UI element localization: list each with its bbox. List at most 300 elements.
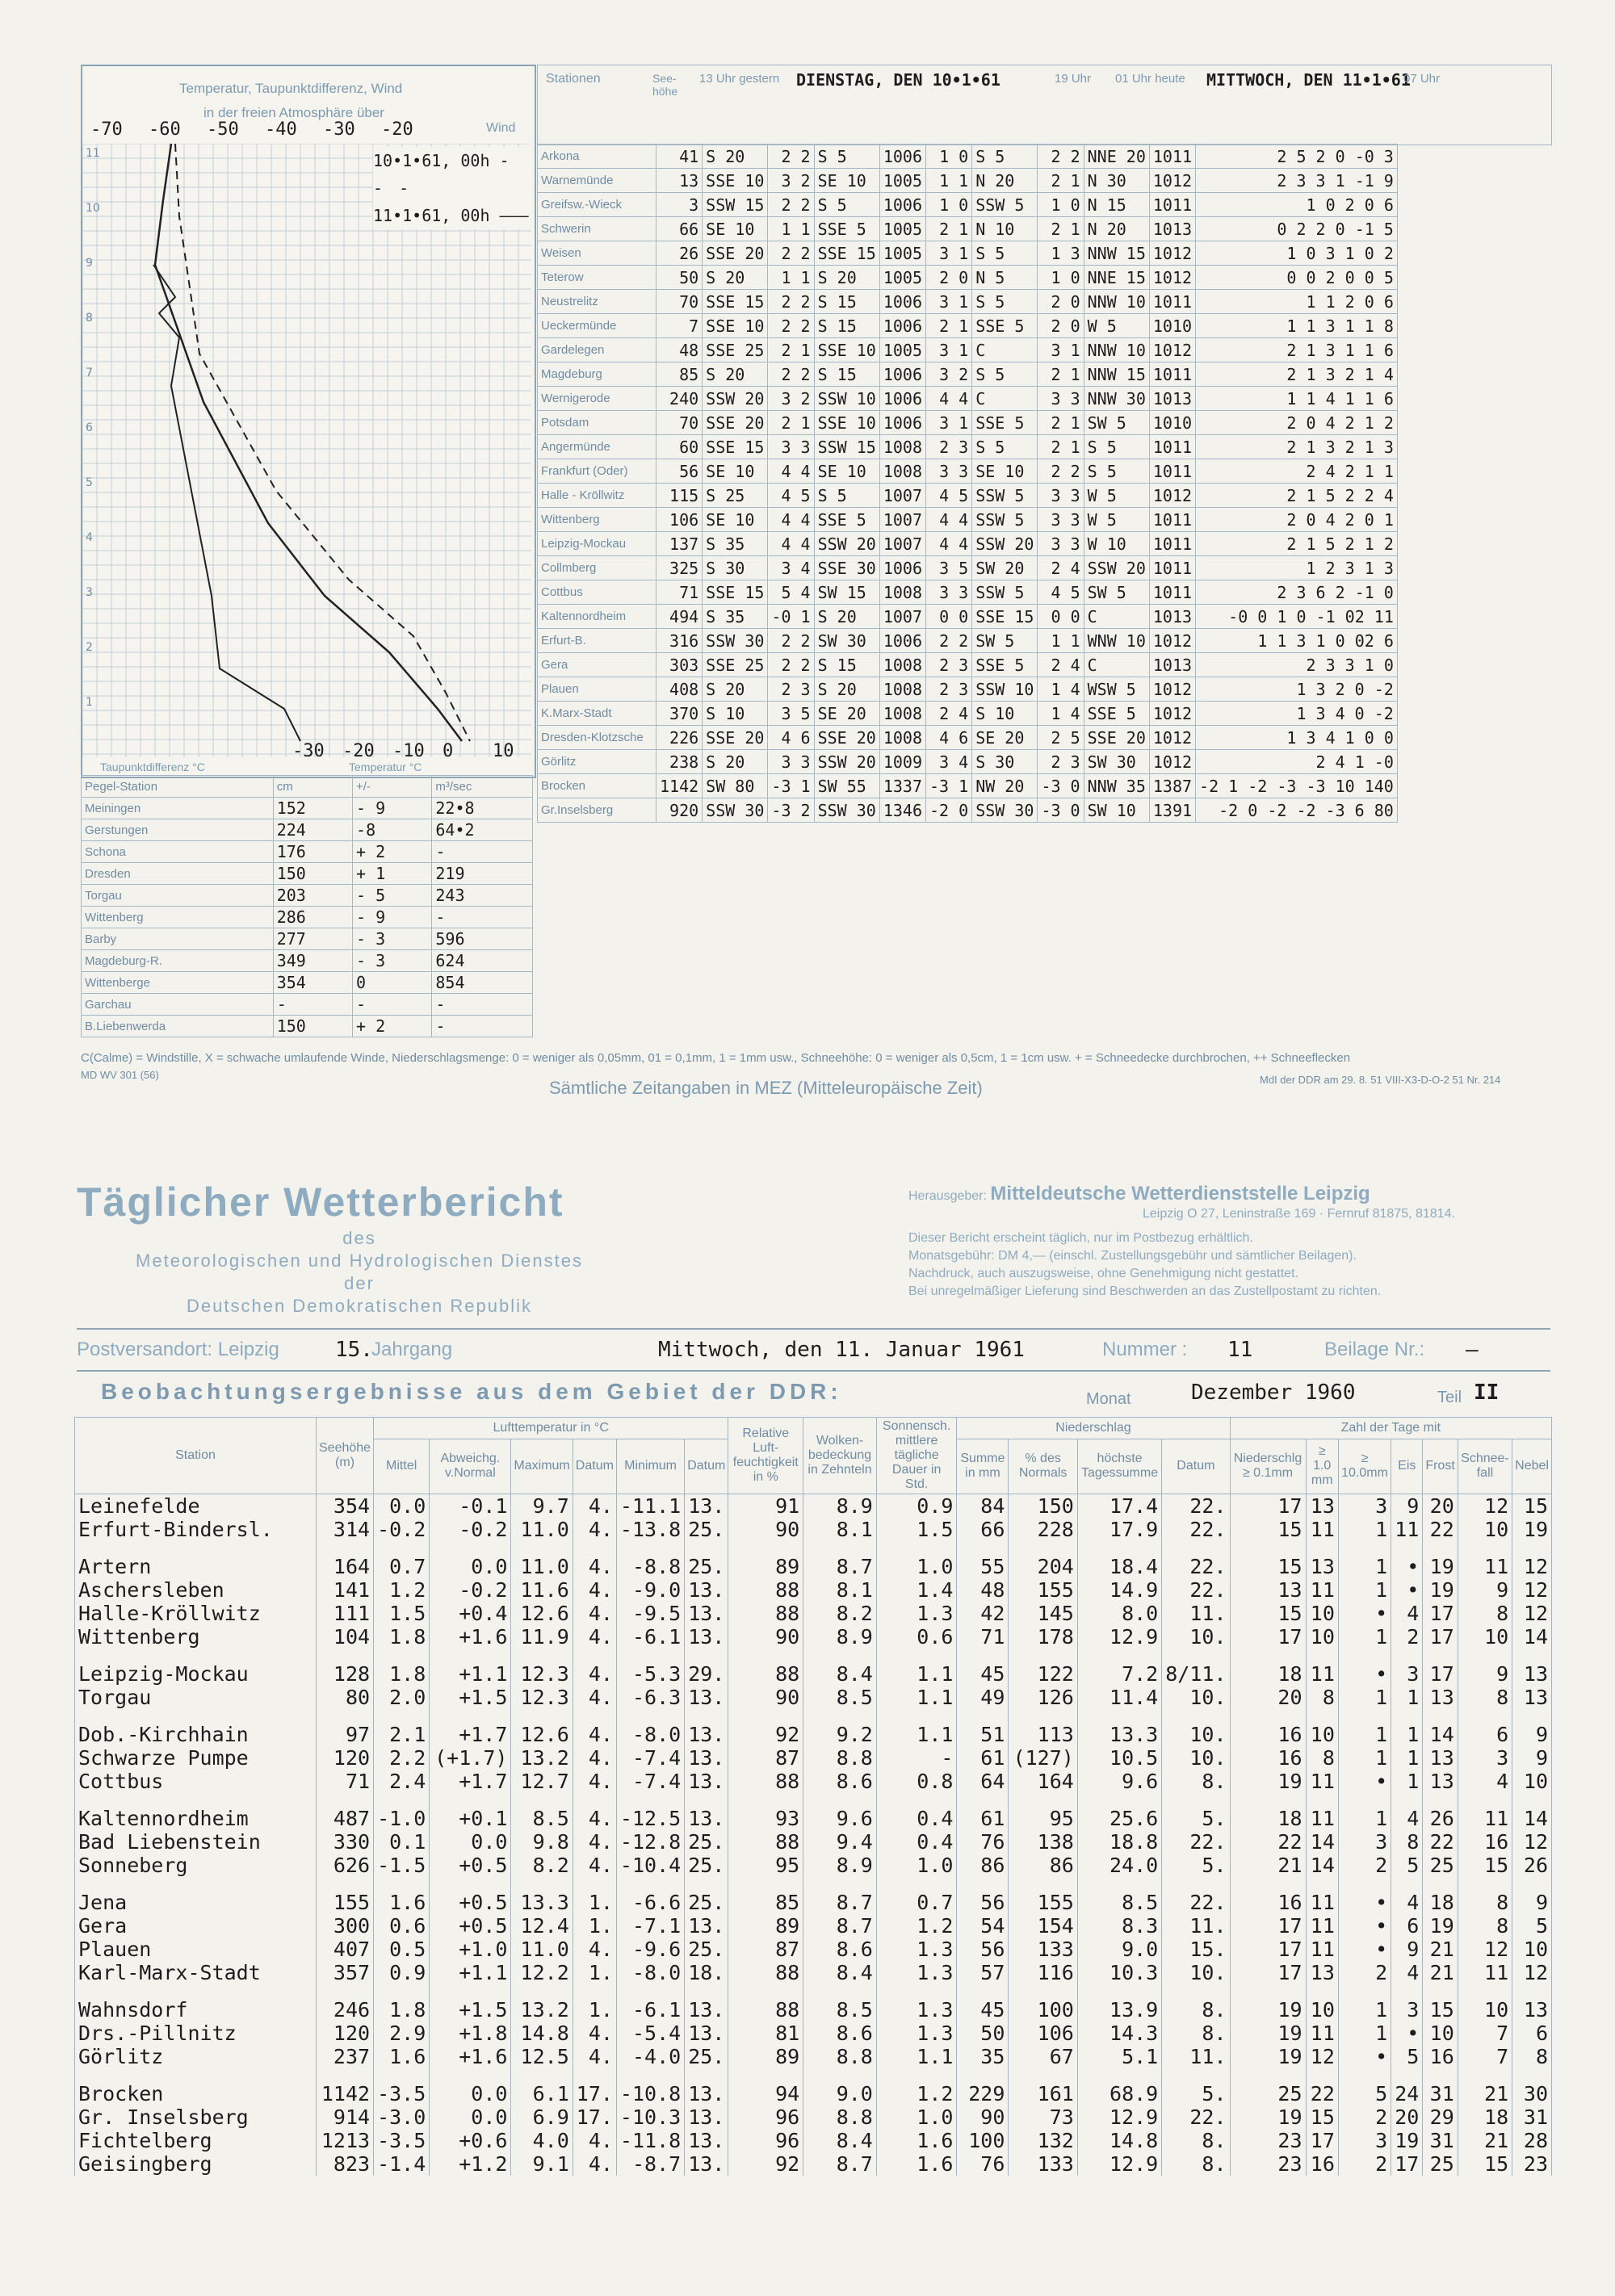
obs-cell-k: -2 1 -2 -3 -3 10 140 — [1196, 774, 1398, 798]
cell-pn: 122 — [1009, 1662, 1077, 1686]
cell-n: Wahnsdorf — [75, 1998, 317, 2022]
cell-ht: 8.5 — [1077, 1891, 1161, 1914]
obs-row — [538, 726, 1398, 750]
table-row — [75, 2045, 1552, 2068]
cell-su: 61 — [957, 1746, 1009, 1770]
cell-s: 1.5 — [876, 1518, 957, 1541]
obs-cell-p: 1007 — [879, 484, 925, 508]
cell-h: 104 — [317, 1625, 374, 1649]
teil-label: Teil — [1437, 1389, 1462, 1406]
profile-dashed — [175, 144, 470, 741]
x-tick-top: -70 — [90, 119, 123, 140]
cell-su: 66 — [957, 1518, 1009, 1541]
spacer-cell — [1338, 1877, 1391, 1891]
gauge-cell-d: 0 — [353, 972, 432, 994]
obs-cell-f: 2 1 — [1038, 411, 1084, 435]
obs-cell-h: 370 — [656, 702, 703, 726]
obs-cell-p: 1008 — [879, 702, 925, 726]
obs-row — [538, 266, 1398, 290]
obs-cell-k: 1 3 4 1 0 0 — [1196, 726, 1398, 750]
obs-cell-k: 1 1 4 1 1 6 — [1196, 387, 1398, 411]
cell-mn: -13.8 — [616, 1518, 684, 1541]
cell-rf: 88 — [728, 1830, 803, 1854]
cell-n: Wittenberg — [75, 1625, 317, 1649]
obs-cell-st: Plauen — [538, 677, 656, 702]
cell-ne: 8 — [1512, 2045, 1552, 2068]
obs-cell-st: Ueckermünde — [538, 314, 656, 338]
spacer-cell — [685, 1793, 728, 1807]
table-row — [75, 1914, 1552, 1938]
obs-cell-b: 5 4 — [768, 580, 814, 605]
cell-m: 0.9 — [374, 1961, 430, 1984]
spacer-cell — [1162, 1984, 1230, 1998]
obs-cell-g: N 15 — [1084, 193, 1149, 217]
obs-row — [538, 532, 1398, 556]
spacer-cell — [374, 1984, 430, 1998]
x-tick-bottom: -30 — [292, 741, 325, 761]
spacer-cell — [728, 1877, 803, 1891]
obs-cell-k: 1 2 3 1 3 — [1196, 556, 1398, 580]
table-row — [75, 1578, 1552, 1602]
x-tick-bottom: -10 — [392, 741, 425, 761]
gauge-cell-d: + 2 — [353, 1016, 432, 1037]
obs-cell-d: 2 1 — [926, 217, 972, 241]
cell-d3: 22. — [1162, 1830, 1230, 1854]
cell-a: +0.4 — [430, 1602, 511, 1625]
spacer-cell — [1077, 1541, 1161, 1555]
gauge-cell-q: 624 — [432, 950, 533, 972]
obs-cell-p2: 1012 — [1149, 750, 1195, 774]
obs-cell-g: C — [1084, 605, 1149, 629]
cell-d1: 4. — [573, 1746, 616, 1770]
cell-ne: 13 — [1512, 1998, 1552, 2022]
spacer-cell — [616, 1793, 684, 1807]
obs-cell-d: 4 4 — [926, 508, 972, 532]
cell-a: (+1.7) — [430, 1746, 511, 1770]
x-tick-top: -60 — [149, 119, 181, 140]
obs-cell-st: K.Marx-Stadt — [538, 702, 656, 726]
gauge-row — [82, 841, 533, 863]
spacer-cell — [1162, 1541, 1230, 1555]
cell-mx: 12.2 — [511, 1961, 573, 1984]
cell-z1: 23 — [1230, 2129, 1306, 2152]
cell-z2: 13 — [1306, 1961, 1338, 1984]
cell-ne: 30 — [1512, 2082, 1552, 2105]
y-tick: 8 — [86, 312, 93, 325]
obs-cell-a: SSE 15 — [703, 580, 768, 605]
obs-cell-st: Neustrelitz — [538, 290, 656, 314]
cell-z1: 19 — [1230, 2022, 1306, 2045]
spacer-cell — [1423, 1877, 1458, 1891]
spacer-cell — [75, 1649, 317, 1662]
cell-w: 8.8 — [803, 2045, 877, 2068]
cell-fr: 19 — [1423, 1555, 1458, 1578]
cell-m: 0.7 — [374, 1555, 430, 1578]
cell-mn: -8.0 — [616, 1723, 684, 1746]
cell-sf: 21 — [1458, 2129, 1512, 2152]
obs-cell-b: -3 2 — [768, 798, 814, 823]
cell-z1: 16 — [1230, 1723, 1306, 1746]
cell-mx: 6.1 — [511, 2082, 573, 2105]
obs-cell-st: Frankfurt (Oder) — [538, 459, 656, 484]
obs-cell-f: 2 4 — [1038, 653, 1084, 677]
obs-cell-p: 1007 — [879, 532, 925, 556]
cell-z3: • — [1338, 2045, 1391, 2068]
cell-d2: 13. — [685, 2129, 728, 2152]
obs-cell-st: Kaltennordheim — [538, 605, 656, 629]
cell-n: Torgau — [75, 1686, 317, 1709]
issue-date: Mittwoch, den 11. Januar 1961 — [658, 1338, 1025, 1362]
obs-header-time4: 07 Uhr — [1403, 72, 1441, 86]
cell-ei: 3 — [1391, 1998, 1423, 2022]
spacer-cell — [1077, 1877, 1161, 1891]
cell-m: -3.0 — [374, 2105, 430, 2129]
cell-fr: 25 — [1423, 2152, 1458, 2176]
obs-cell-st: Cottbus — [538, 580, 656, 605]
cell-z3: • — [1338, 1891, 1391, 1914]
obs-cell-e: SSW 30 — [972, 798, 1038, 823]
cell-sf: 8 — [1458, 1891, 1512, 1914]
cell-h: 1142 — [317, 2082, 374, 2105]
obs-cell-f: 1 1 — [1038, 629, 1084, 653]
cell-mn: -10.4 — [616, 1854, 684, 1877]
obs-cell-c: SSW 30 — [814, 798, 879, 823]
cell-z3: 3 — [1338, 1494, 1391, 1519]
obs-cell-e: C — [972, 387, 1038, 411]
cell-rf: 89 — [728, 1555, 803, 1578]
cell-z1: 16 — [1230, 1891, 1306, 1914]
spacer-cell — [430, 2068, 511, 2082]
cell-d1: 4. — [573, 2022, 616, 2045]
cell-rf: 93 — [728, 1807, 803, 1830]
spacer-cell — [957, 1649, 1009, 1662]
obs-cell-a: S 35 — [703, 605, 768, 629]
y-tick: 5 — [86, 476, 93, 489]
cell-su: 45 — [957, 1662, 1009, 1686]
obs-cell-d: 2 1 — [926, 314, 972, 338]
gauge-cell-q: - — [432, 841, 533, 863]
obs-cell-a: S 10 — [703, 702, 768, 726]
cell-pn: 95 — [1009, 1807, 1077, 1830]
spacer-cell — [1423, 2068, 1458, 2082]
cell-rf: 88 — [728, 1998, 803, 2022]
cell-z3: 2 — [1338, 2152, 1391, 2176]
cell-w: 8.6 — [803, 1938, 877, 1961]
cell-z1: 22 — [1230, 1830, 1306, 1854]
cell-m: 2.2 — [374, 1746, 430, 1770]
gauge-cell-cm: 203 — [273, 885, 352, 907]
obs-header — [537, 65, 1552, 145]
cell-pn: 228 — [1009, 1518, 1077, 1541]
obs-cell-a: S 35 — [703, 532, 768, 556]
spacer-cell — [374, 1793, 430, 1807]
cell-rf: 94 — [728, 2082, 803, 2105]
cell-mx: 12.3 — [511, 1686, 573, 1709]
cell-sf: 4 — [1458, 1770, 1512, 1793]
obs-cell-a: SSW 15 — [703, 193, 768, 217]
cell-z3: 1 — [1338, 1578, 1391, 1602]
spacer-cell — [1306, 1793, 1338, 1807]
cell-d3: 22. — [1162, 1555, 1230, 1578]
cell-w: 8.9 — [803, 1494, 877, 1519]
obs-cell-f: 2 0 — [1038, 290, 1084, 314]
spacer-cell — [1230, 1649, 1306, 1662]
cell-z2: 11 — [1306, 1807, 1338, 1830]
gauge-h-flow: m³/sec — [432, 776, 533, 798]
obs-cell-h: 137 — [656, 532, 703, 556]
cell-ht: 25.6 — [1077, 1807, 1161, 1830]
cell-n: Artern — [75, 1555, 317, 1578]
obs-cell-e: SSE 5 — [972, 653, 1038, 677]
cell-su: 57 — [957, 1961, 1009, 1984]
cell-su: 35 — [957, 2045, 1009, 2068]
cell-sf: 8 — [1458, 1602, 1512, 1625]
cell-mx: 11.0 — [511, 1518, 573, 1541]
obs-row — [538, 484, 1398, 508]
zeit-note: Sämtliche Zeitangaben in MEZ (Mitteleuropäische Zeit) — [549, 1078, 983, 1098]
cell-mn: -9.5 — [616, 1602, 684, 1625]
obs-cell-p2: 1011 — [1149, 532, 1195, 556]
y-tick: 1 — [86, 696, 93, 709]
cell-a: -0.1 — [430, 1494, 511, 1519]
cell-rf: 92 — [728, 1723, 803, 1746]
obs-cell-e: S 5 — [972, 435, 1038, 459]
obs-cell-e: SSW 10 — [972, 677, 1038, 702]
cell-z2: 12 — [1306, 2045, 1338, 2068]
cell-pn: (127) — [1009, 1746, 1077, 1770]
obs-cell-st: Gr.Inselsberg — [538, 798, 656, 823]
spacer-cell — [728, 1984, 803, 1998]
obs-row — [538, 169, 1398, 193]
cell-z2: 11 — [1306, 1938, 1338, 1961]
cell-fr: 29 — [1423, 2105, 1458, 2129]
cell-mx: 12.6 — [511, 1723, 573, 1746]
cell-sf: 10 — [1458, 1625, 1512, 1649]
th-min: Minimum — [616, 1439, 684, 1494]
spacer-cell — [317, 1793, 374, 1807]
obs-row — [538, 411, 1398, 435]
spacer-cell — [616, 1984, 684, 1998]
cell-fr: 17 — [1423, 1602, 1458, 1625]
cell-ei: • — [1391, 1555, 1423, 1578]
obs-cell-f: -3 0 — [1038, 798, 1084, 823]
obs-cell-e: SE 20 — [972, 726, 1038, 750]
cell-s: 0.8 — [876, 1770, 957, 1793]
spacer-cell — [1458, 1877, 1512, 1891]
cell-ne: 10 — [1512, 1770, 1552, 1793]
obs-row — [538, 702, 1398, 726]
table-row — [75, 1555, 1552, 1578]
cell-s: 1.1 — [876, 1686, 957, 1709]
cell-mn: -12.5 — [616, 1807, 684, 1830]
cell-d1: 4. — [573, 1938, 616, 1961]
obs-cell-e: S 30 — [972, 750, 1038, 774]
cell-rf: 89 — [728, 1914, 803, 1938]
cell-ei: 9 — [1391, 1494, 1423, 1519]
cell-h: 80 — [317, 1686, 374, 1709]
cell-h: 237 — [317, 2045, 374, 2068]
cell-s: 1.4 — [876, 1578, 957, 1602]
temp-label: Temperatur °C — [349, 760, 422, 773]
gauge-cell-d: - — [353, 994, 432, 1016]
obs-cell-f: 2 2 — [1038, 459, 1084, 484]
cell-z3: 2 — [1338, 2105, 1391, 2129]
cell-a: +1.5 — [430, 1686, 511, 1709]
obs-cell-st: Potsdam — [538, 411, 656, 435]
obs-cell-p2: 1012 — [1149, 702, 1195, 726]
cell-s: 0.6 — [876, 1625, 957, 1649]
spacer-cell — [1306, 1649, 1338, 1662]
cell-fr: 19 — [1423, 1578, 1458, 1602]
obs-cell-h: 106 — [656, 508, 703, 532]
spacer-cell — [1077, 1984, 1161, 1998]
cell-rf: 88 — [728, 1770, 803, 1793]
obs-cell-d: 4 5 — [926, 484, 972, 508]
obs-cell-h: 240 — [656, 387, 703, 411]
cell-sf: 15 — [1458, 1854, 1512, 1877]
cell-pn: 150 — [1009, 1494, 1077, 1519]
obs-cell-f: 2 1 — [1038, 169, 1084, 193]
obs-cell-c: SE 20 — [814, 702, 879, 726]
cell-s: 1.3 — [876, 2022, 957, 2045]
spacer-cell — [1391, 1793, 1423, 1807]
cell-w: 8.1 — [803, 1578, 877, 1602]
gauge-cell-cm: - — [273, 994, 352, 1016]
obs-cell-f: -3 0 — [1038, 774, 1084, 798]
group-spacer — [75, 1649, 1552, 1662]
spacer-cell — [1162, 1709, 1230, 1723]
spacer-cell — [957, 1793, 1009, 1807]
obs-cell-k: 1 0 2 0 6 — [1196, 193, 1398, 217]
cell-mx: 8.2 — [511, 1854, 573, 1877]
cell-z1: 19 — [1230, 1998, 1306, 2022]
cell-mx: 9.1 — [511, 2152, 573, 2176]
obs-cell-p2: 1011 — [1149, 508, 1195, 532]
gauge-cell-cm: 176 — [273, 841, 352, 863]
obs-cell-p2: 1011 — [1149, 290, 1195, 314]
cell-d2: 13. — [685, 1686, 728, 1709]
spacer-cell — [1391, 1541, 1423, 1555]
x-tick-top: -40 — [265, 119, 297, 140]
cell-ht: 5.1 — [1077, 2045, 1161, 2068]
cell-d2: 13. — [685, 2022, 728, 2045]
obs-cell-d: 3 1 — [926, 241, 972, 266]
obs-cell-h: 13 — [656, 169, 703, 193]
table-row — [75, 2105, 1552, 2129]
cell-d2: 13. — [685, 2082, 728, 2105]
cell-su: 64 — [957, 1770, 1009, 1793]
cell-d2: 25. — [685, 1830, 728, 1854]
cell-mx: 12.7 — [511, 1770, 573, 1793]
spacer-cell — [1162, 1793, 1230, 1807]
spacer-cell — [1009, 1793, 1077, 1807]
cell-w: 9.6 — [803, 1807, 877, 1830]
th-summe: Summe in mm — [957, 1439, 1009, 1494]
spacer-cell — [1077, 1709, 1161, 1723]
obs-row — [538, 314, 1398, 338]
obs-cell-a: S 20 — [703, 145, 768, 169]
cell-fr: 13 — [1423, 1746, 1458, 1770]
y-tick: 10 — [86, 202, 100, 215]
gauge-cell-st: Barby — [82, 928, 274, 950]
spacer-cell — [685, 2068, 728, 2082]
obs-cell-b: 2 2 — [768, 193, 814, 217]
cell-su: 84 — [957, 1494, 1009, 1519]
obs-cell-e: SSW 20 — [972, 532, 1038, 556]
spacer-cell — [1423, 1649, 1458, 1662]
cell-w: 8.9 — [803, 1625, 877, 1649]
cell-n: Görlitz — [75, 2045, 317, 2068]
obs-cell-c: SSE 5 — [814, 217, 879, 241]
obs-cell-k: 2 3 3 1 -1 9 — [1196, 169, 1398, 193]
cell-z3: 1 — [1338, 1686, 1391, 1709]
th-eis: Eis — [1391, 1439, 1423, 1494]
spacer-cell — [803, 1541, 877, 1555]
cell-mn: -5.4 — [616, 2022, 684, 2045]
obs-row — [538, 193, 1398, 217]
obs-cell-a: SSE 20 — [703, 411, 768, 435]
cell-d1: 4. — [573, 1602, 616, 1625]
cell-w: 8.7 — [803, 2152, 877, 2176]
th-feuchte: Relative Luft-feuchtigkeit in % — [728, 1418, 803, 1494]
cell-z3: • — [1338, 1938, 1391, 1961]
cell-n: Gera — [75, 1914, 317, 1938]
obs-cell-p2: 1013 — [1149, 217, 1195, 241]
obs-cell-st: Magdeburg — [538, 362, 656, 387]
th-n1: Niederschlg ≥ 0.1mm — [1230, 1439, 1306, 1494]
obs-cell-c: S 15 — [814, 314, 879, 338]
obs-cell-g: WSW 5 — [1084, 677, 1149, 702]
cell-ht: 9.6 — [1077, 1770, 1161, 1793]
obs-cell-a: SW 80 — [703, 774, 768, 798]
obs-cell-f: 3 3 — [1038, 484, 1084, 508]
spacer-cell — [1306, 1877, 1338, 1891]
spacer-cell — [1391, 1709, 1423, 1723]
cell-s: 1.0 — [876, 1854, 957, 1877]
legend-label: 10•1•61, 00h — [373, 151, 490, 170]
cell-ne: 10 — [1512, 1938, 1552, 1961]
cell-d3: 10. — [1162, 1723, 1230, 1746]
obs-cell-h: 66 — [656, 217, 703, 241]
obs-cell-f: 2 1 — [1038, 435, 1084, 459]
y-tick: 7 — [86, 367, 93, 379]
teil: II — [1474, 1381, 1500, 1405]
spacer-cell — [1230, 1984, 1306, 1998]
th-datum: Datum — [573, 1439, 616, 1494]
cell-z3: 1 — [1338, 1746, 1391, 1770]
cell-w: 8.6 — [803, 1770, 877, 1793]
y-tick: 11 — [86, 147, 100, 160]
cell-pn: 145 — [1009, 1602, 1077, 1625]
spacer-cell — [75, 1541, 317, 1555]
obs-cell-k: 0 0 2 0 0 5 — [1196, 266, 1398, 290]
spacer-cell — [803, 1984, 877, 1998]
cell-sf: 16 — [1458, 1830, 1512, 1854]
cell-n: Brocken — [75, 2082, 317, 2105]
cell-z3: 1 — [1338, 1625, 1391, 1649]
cell-ht: 10.3 — [1077, 1961, 1161, 1984]
gauge-cell-st: Wittenberg — [82, 907, 274, 928]
cell-mn: -9.0 — [616, 1578, 684, 1602]
cell-d2: 29. — [685, 1662, 728, 1686]
obs-cell-p2: 1011 — [1149, 556, 1195, 580]
th-nebel: Nebel — [1512, 1439, 1552, 1494]
obs-table-wrap — [537, 144, 1398, 823]
obs-cell-b: 4 6 — [768, 726, 814, 750]
obs-cell-st: Teterow — [538, 266, 656, 290]
obs-cell-k: 1 1 2 0 6 — [1196, 290, 1398, 314]
gauge-cell-cm: 150 — [273, 863, 352, 885]
